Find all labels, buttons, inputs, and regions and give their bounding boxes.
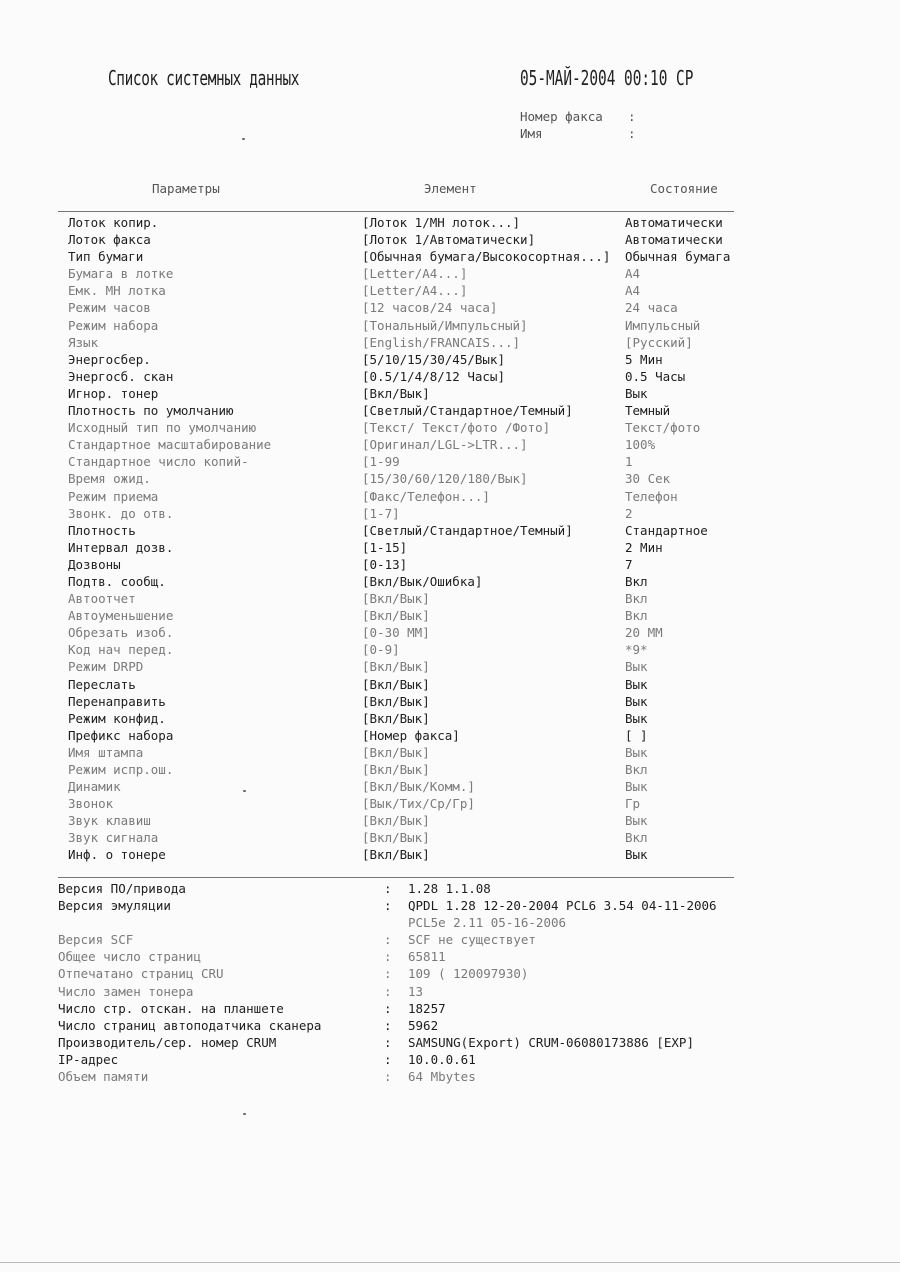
name-label: Имя (520, 126, 543, 141)
info-colon: : (384, 1000, 392, 1016)
state-value: Импульсный (625, 317, 701, 333)
info-row (58, 1068, 758, 1085)
info-key: Отпечатано страниц CRU (58, 966, 224, 982)
param-label: Лоток копир. (68, 215, 159, 230)
param-label: Исходный тип по умолчанию (68, 420, 257, 436)
element-options: [Вкл/Вык/Ошибка] (362, 573, 483, 589)
state-value: [ ] (625, 727, 648, 743)
info-colon: : (384, 966, 392, 982)
settings-row (68, 607, 738, 624)
info-key: Число замен тонера (58, 983, 194, 999)
state-value: Вык (625, 693, 648, 709)
settings-row (68, 505, 738, 522)
scan-speck (243, 1113, 246, 1115)
state-value: Автоматически (625, 215, 723, 230)
info-colon: : (384, 1069, 392, 1085)
param-label: Режим набора (68, 317, 159, 333)
settings-row (68, 778, 738, 795)
settings-table (68, 214, 738, 864)
info-row (58, 897, 758, 914)
device-info-list (58, 880, 758, 1085)
scan-edge (0, 1262, 900, 1263)
name-colon: : (628, 126, 636, 141)
param-label: Код нач перед. (68, 642, 174, 658)
param-label: Имя штампа (68, 744, 144, 760)
element-options: [Светлый/Стандартное/Темный] (362, 522, 573, 538)
state-value: Стандартное (625, 522, 708, 538)
info-value: SCF не существует (408, 932, 536, 948)
element-options: [Вкл/Вык] (362, 676, 430, 692)
settings-row (68, 846, 738, 863)
state-value: Вык (625, 744, 648, 760)
info-colon: : (384, 1017, 392, 1033)
settings-row (68, 573, 738, 590)
settings-row (68, 761, 738, 778)
param-label: Режим конфид. (68, 710, 166, 726)
element-options: [Вкл/Вык] (362, 830, 430, 846)
column-header-state: Состояние (650, 181, 718, 196)
param-label: Автоотчет (68, 591, 136, 607)
state-value: Вык (625, 676, 648, 692)
info-key: IP-адрес (58, 1051, 119, 1067)
element-options: [Вкл/Вык] (362, 744, 430, 760)
element-options: [0-30 ММ] (362, 625, 430, 641)
element-options: [Вкл/Вык] (362, 813, 430, 829)
settings-row (68, 299, 738, 316)
settings-row (68, 488, 738, 505)
settings-row (68, 231, 738, 248)
param-label: Интервал дозв. (68, 539, 174, 555)
settings-row (68, 282, 738, 299)
info-key: Версия SCF (58, 932, 134, 948)
state-value: Вык (625, 659, 648, 675)
element-options: [12 часов/24 часа] (362, 300, 498, 316)
param-label: Дозвоны (68, 556, 121, 572)
info-key: Число страниц автоподатчика сканера (58, 1017, 322, 1033)
param-label: Емк. МН лотка (68, 283, 166, 299)
info-row (58, 1034, 758, 1051)
column-header-params: Параметры (152, 181, 220, 196)
param-label: Обрезать изоб. (68, 625, 174, 641)
column-header-element: Элемент (424, 181, 477, 196)
element-options: [Факс/Телефон...] (362, 488, 490, 504)
element-options: [English/FRANCAIS...] (362, 334, 521, 350)
info-value: 13 (408, 983, 424, 999)
param-label: Плотность по умолчанию (68, 403, 234, 419)
state-value: Текст/фото (625, 420, 701, 436)
element-options: [1-99 (362, 454, 400, 470)
settings-row (68, 624, 738, 641)
settings-row (68, 539, 738, 556)
state-value: Вык (625, 813, 648, 829)
param-label: Стандартное масштабирование (68, 437, 272, 453)
state-value: A4 (625, 266, 641, 282)
element-options: [Вык/Тих/Ср/Гр] (362, 796, 475, 812)
param-label: Время ожид. (68, 471, 151, 487)
element-options: [0-9] (362, 642, 400, 658)
info-row (58, 914, 758, 931)
info-value: 109 ( 120097930) (408, 966, 529, 982)
settings-row (68, 590, 738, 607)
settings-row (68, 368, 738, 385)
state-value: Вкл (625, 591, 648, 607)
settings-row (68, 453, 738, 470)
param-label: Стандартное число копий- (68, 454, 249, 470)
param-label: Динамик (68, 779, 121, 795)
info-colon: : (384, 932, 392, 948)
settings-row (68, 402, 738, 419)
element-options: [Светлый/Стандартное/Темный] (362, 403, 573, 419)
state-value: 7 (625, 556, 633, 572)
param-label: Энергосб. скан (68, 368, 174, 384)
settings-row (68, 419, 738, 436)
state-value: 2 (625, 505, 633, 521)
info-row (58, 983, 758, 1000)
element-options: [1-15] (362, 539, 408, 555)
state-value: A4 (625, 283, 641, 299)
state-value: Вык (625, 385, 648, 401)
element-options: [Letter/A4...] (362, 283, 468, 299)
info-value: SAMSUNG(Export) CRUM-06080173886 [EXP] (408, 1034, 694, 1050)
element-options: [Текст/ Текст/фото /Фото] (362, 420, 551, 436)
settings-row (68, 641, 738, 658)
param-label: Плотность (68, 522, 136, 538)
param-label: Перенаправить (68, 693, 166, 709)
info-row (58, 931, 758, 948)
param-label: Префикс набора (68, 727, 174, 743)
info-row (58, 965, 758, 982)
info-row (58, 1051, 758, 1068)
settings-row (68, 727, 738, 744)
state-value: 2 Мин (625, 539, 663, 555)
scan-speck (242, 138, 245, 140)
param-label: Подтв. сообщ. (68, 573, 166, 589)
settings-row (68, 214, 738, 231)
element-options: [Оригинал/LGL->LTR...] (362, 437, 528, 453)
info-row (58, 1000, 758, 1017)
param-label: Звук сигнала (68, 830, 159, 846)
param-label: Игнор. тонер (68, 385, 159, 401)
info-colon: : (384, 881, 392, 896)
info-value: 18257 (408, 1000, 446, 1016)
element-options: [5/10/15/30/45/Вык] (362, 351, 505, 367)
settings-row (68, 556, 738, 573)
settings-row (68, 676, 738, 693)
settings-row (68, 658, 738, 675)
element-options: [1-7] (362, 505, 400, 521)
info-key: Объем памяти (58, 1069, 149, 1085)
settings-row (68, 812, 738, 829)
info-value: QPDL 1.28 12-20-2004 PCL6 3.54 04-11-2006 (408, 898, 717, 914)
settings-row (68, 351, 738, 368)
info-key: Производитель/сер. номер CRUM (58, 1034, 277, 1050)
info-value: 10.0.0.61 (408, 1051, 476, 1067)
state-value: Вкл (625, 608, 648, 624)
info-colon: : (384, 949, 392, 965)
state-value: Вкл (625, 830, 648, 846)
param-label: Звонок (68, 796, 114, 812)
name-row (520, 126, 636, 141)
info-key: Версия эмуляции (58, 898, 171, 914)
settings-row (68, 710, 738, 727)
fax-number-colon: : (628, 109, 636, 124)
element-options: [15/30/60/120/180/Вык] (362, 471, 528, 487)
element-options: [Letter/A4...] (362, 266, 468, 282)
state-value: 24 часа (625, 300, 678, 316)
scan-speck (243, 790, 246, 792)
state-value: 100% (625, 437, 656, 453)
param-label: Режим часов (68, 300, 151, 316)
element-options: [Вкл/Вык] (362, 591, 430, 607)
element-options: [Вкл/Вык] (362, 847, 430, 863)
info-value: 65811 (408, 949, 446, 965)
element-options: [0-13] (362, 556, 408, 572)
param-label: Лоток факса (68, 232, 151, 248)
element-options: [Тональный/Импульсный] (362, 317, 528, 333)
element-options: [Номер факса] (362, 727, 460, 743)
param-label: Язык (68, 334, 99, 350)
report-datetime: 05-МАЙ-2004 00:10 СР (520, 66, 694, 90)
state-value: [Русский] (625, 334, 693, 350)
state-value: Вык (625, 710, 648, 726)
state-value: 20 ММ (625, 625, 663, 641)
element-options: [Вкл/Вык/Комм.] (362, 779, 475, 795)
param-label: Переслать (68, 676, 136, 692)
state-value: Вык (625, 847, 648, 863)
param-label: Режим приема (68, 488, 159, 504)
element-options: [Вкл/Вык] (362, 693, 430, 709)
settings-row (68, 744, 738, 761)
fax-number-row (520, 109, 636, 124)
settings-row (68, 317, 738, 334)
info-row (58, 948, 758, 965)
settings-row (68, 436, 738, 453)
settings-row (68, 693, 738, 710)
element-options: [Лоток 1/МН лоток...] (362, 215, 521, 230)
info-value: 5962 (408, 1017, 439, 1033)
state-value: Вык (625, 779, 648, 795)
state-value: 5 Мин (625, 351, 663, 367)
element-options: [Обычная бумага/Высокосортная...] (362, 249, 611, 265)
param-label: Бумага в лотке (68, 266, 174, 282)
info-value: PCL5e 2.11 05-16-2006 (408, 915, 567, 931)
element-options: [Вкл/Вык] (362, 608, 430, 624)
element-options: [Вкл/Вык] (362, 385, 430, 401)
info-row (58, 880, 758, 897)
info-divider (58, 877, 734, 878)
param-label: Тип бумаги (68, 249, 144, 265)
state-value: 1 (625, 454, 633, 470)
info-row (58, 1017, 758, 1034)
state-value: Обычная бумага (625, 249, 731, 265)
param-label: Режим DRPD (68, 659, 144, 675)
settings-row (68, 795, 738, 812)
settings-row (68, 248, 738, 265)
state-value: Автоматически (625, 232, 723, 248)
settings-row (68, 385, 738, 402)
settings-row (68, 265, 738, 282)
state-value: Вкл (625, 762, 648, 777)
info-value: 64 Mbytes (408, 1069, 476, 1085)
state-value: Темный (625, 403, 671, 419)
element-options: [0.5/1/4/8/12 Часы] (362, 368, 505, 384)
header-divider (58, 211, 734, 212)
state-value: Гр (625, 796, 641, 812)
settings-row (68, 522, 738, 539)
info-value: 1.28 1.1.08 (408, 881, 491, 896)
state-value: 30 Сек (625, 471, 671, 487)
element-options: [Лоток 1/Автоматически] (362, 232, 536, 248)
state-value: Телефон (625, 488, 678, 504)
settings-row (68, 334, 738, 351)
info-colon: : (384, 898, 392, 914)
param-label: Звонк. до отв. (68, 505, 174, 521)
param-label: Режим испр.ош. (68, 762, 174, 777)
element-options: [Вкл/Вык] (362, 710, 430, 726)
state-value: Вкл (625, 573, 648, 589)
param-label: Инф. о тонере (68, 847, 166, 863)
param-label: Звук клавиш (68, 813, 151, 829)
info-colon: : (384, 1051, 392, 1067)
info-key: Общее число страниц (58, 949, 201, 965)
report-title: Список системных данных (108, 66, 300, 90)
settings-row (68, 470, 738, 487)
state-value: 0.5 Часы (625, 368, 686, 384)
element-options: [Вкл/Вык] (362, 659, 430, 675)
element-options: [Вкл/Вык] (362, 762, 430, 777)
info-colon: : (384, 1034, 392, 1050)
settings-row (68, 829, 738, 846)
param-label: Автоуменьшение (68, 608, 174, 624)
info-colon: : (384, 983, 392, 999)
param-label: Энергосбер. (68, 351, 151, 367)
state-value: *9* (625, 642, 648, 658)
info-key: Версия ПО/привода (58, 881, 186, 896)
info-key: Число стр. отскан. на планшете (58, 1000, 284, 1016)
fax-number-label: Номер факса (520, 109, 603, 124)
